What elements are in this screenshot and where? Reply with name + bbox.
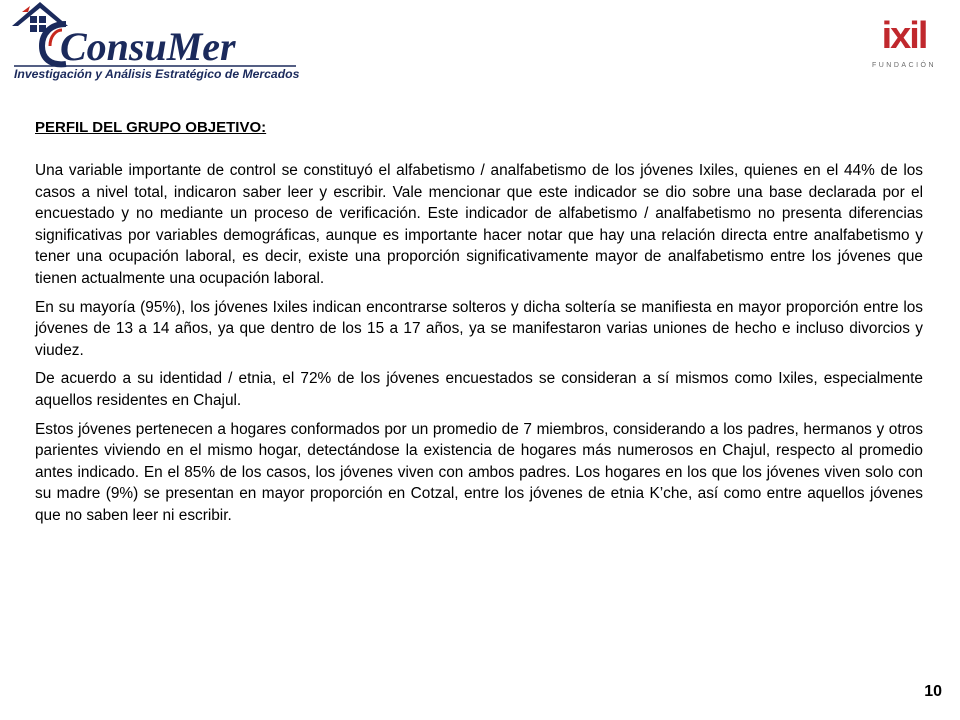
paragraph: De acuerdo a su identidad / etnia, el 72% de los jóvenes encuestados se consideran a sí mismos como Ixiles, especialmente aquellos residentes en Chajul. [35,370,923,409]
arrow-accent-icon [22,6,30,12]
svg-text:ConsuMer: ConsuMer [60,24,236,69]
paragraph: En su mayoría (95%), los jóvenes Ixiles indican encontrarse solteros y dicha soltería se manifiesta en mayor proporción entre los jóvenes de 13 a 14 años, ya que dentro de los 15 a 17 años, ya se manifestaron varias uniones de hecho e incluso divorcios y viudez. [35,298,923,359]
body-text [35,160,923,534]
svg-text:Investigación y Análisis Estra: Investigación y Análisis Estratégico de Mercados [14,67,300,81]
svg-text:FUNDACIÓN: FUNDACIÓN [871,62,937,69]
section-title: PERFIL DEL GRUPO OBJETIVO: [35,119,267,136]
window-icon [30,16,37,23]
ixil-logo-graphic [866,12,942,74]
page-number: 10 [924,683,942,700]
paragraph: Estos jóvenes pertenecen a hogares conformados por un promedio de 7 miembros, considerando a los padres, hermanos y otros parientes viviendo en el mismo hogar, detectándose la existencia de hogares más numerosos en Chajul, respecto al promedio antes indicado. En el 85% de los casos, los jóvenes viven con ambos padres. Los hogares en los que los jóvenes viven solo con su madre (9%) se presentan en mayor proporción en Cotzal, entre los jóvenes de etnia K’che, así como entre aquellos jóvenes que no saben leer ni escribir. [35,420,923,524]
paragraph: Una variable importante de control se constituyó el alfabetismo / analfabetismo de los jóvenes Ixiles, quienes en el 44% de los casos a nivel total, indicaron saber leer y escribir. Vale mencionar que este indicador se dio sobre una base declarada por el encuestado y no mediante un proceso de verificación. Este indicador de alfabetismo / analfabetismo no presenta diferencias significativas por variables demográficas, aunque es importante hacer notar que hay una relación directa entre analfabetismo y tener una ocupación laboral, es decir, existe una proporción significativamente mayor de analfabetismo entre los jóvenes que tienen actualmente una ocupación laboral. [35,162,923,287]
ixil-foundation-logo [866,12,942,74]
consumer-logo-graphic [10,2,310,82]
svg-text:ixil: ixil [881,15,927,57]
consumer-logo [10,2,310,82]
